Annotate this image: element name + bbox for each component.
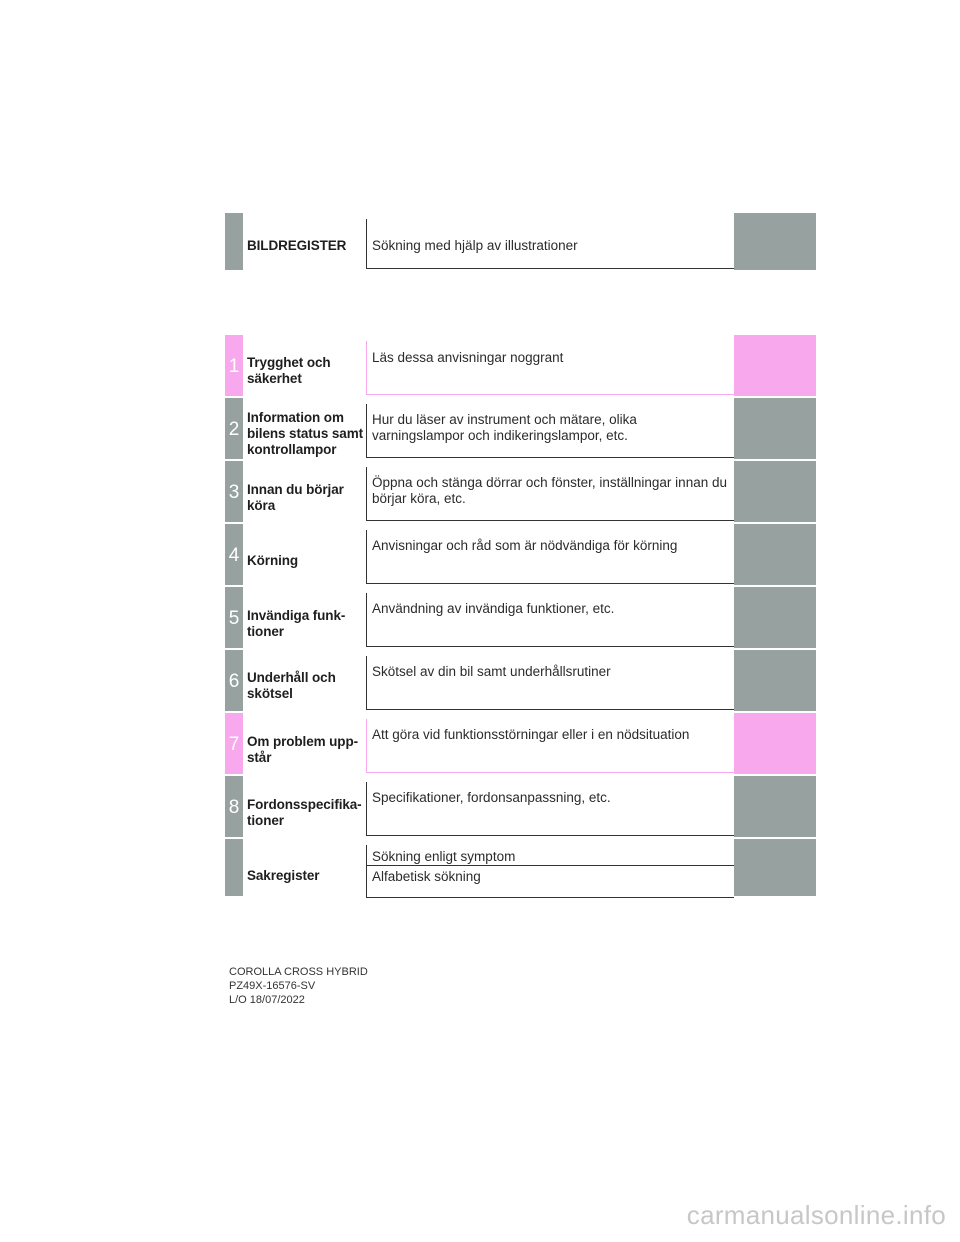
chapter-description[interactable]: Hur du läser av instrument och mätare, olika varningslampor och indikeringslampor, etc. bbox=[372, 412, 637, 443]
chapter-description[interactable]: Läs dessa anvisningar noggrant bbox=[372, 350, 564, 365]
chapter-divider bbox=[366, 719, 367, 772]
chapter-title[interactable]: Om problem upp-står bbox=[247, 734, 358, 765]
header-row bbox=[225, 213, 816, 270]
chapter-divider bbox=[366, 530, 367, 583]
chapter-divider bbox=[366, 341, 367, 394]
chapter-row-7[interactable] bbox=[225, 713, 816, 774]
chapter-tab-box[interactable] bbox=[734, 713, 816, 774]
footer-model: COROLLA CROSS HYBRID bbox=[229, 966, 368, 978]
chapter-number: 2 bbox=[228, 419, 240, 440]
chapter-row-1[interactable] bbox=[225, 335, 816, 396]
chapter-description[interactable]: Anvisningar och råd som är nödvändiga för körning bbox=[372, 538, 678, 553]
chapter-title[interactable]: Invändiga funk-tioner bbox=[247, 608, 346, 639]
chapter-number: 6 bbox=[228, 671, 240, 692]
chapter-underline bbox=[366, 583, 734, 584]
footer bbox=[229, 965, 368, 1007]
chapter-number: 1 bbox=[228, 356, 240, 377]
chapter-tab-box[interactable] bbox=[734, 776, 816, 837]
footer-date: L/O 18/07/2022 bbox=[229, 994, 305, 1006]
header-divider bbox=[366, 219, 367, 268]
chapter-underline bbox=[366, 709, 734, 710]
chapter-number: 3 bbox=[228, 482, 240, 503]
footer-code: PZ49X-16576-SV bbox=[229, 980, 316, 992]
chapter-tab-box[interactable] bbox=[734, 398, 816, 459]
index-item-alphabetical[interactable]: Alfabetisk sökning bbox=[372, 869, 481, 884]
index-strip bbox=[225, 839, 243, 896]
chapter-row-6[interactable] bbox=[225, 650, 816, 711]
header-description[interactable]: Sökning med hjälp av illustrationer bbox=[372, 238, 578, 253]
index-row[interactable] bbox=[225, 839, 816, 896]
header-strip bbox=[225, 213, 243, 270]
chapter-title[interactable]: Körning bbox=[247, 553, 299, 568]
chapter-description[interactable]: Öppna och stänga dörrar och fönster, inställningar innan du börjar köra, etc. bbox=[372, 475, 727, 506]
chapter-number: 5 bbox=[228, 608, 240, 629]
chapter-row-5[interactable] bbox=[225, 587, 816, 648]
chapter-tab-box[interactable] bbox=[734, 524, 816, 585]
chapter-row-4[interactable] bbox=[225, 524, 816, 585]
chapter-divider bbox=[366, 467, 367, 520]
chapter-row-2[interactable] bbox=[225, 398, 816, 459]
chapter-title[interactable]: Trygghet och säkerhet bbox=[247, 355, 331, 386]
chapter-number: 8 bbox=[228, 797, 240, 818]
chapter-tab-box[interactable] bbox=[734, 335, 816, 396]
chapter-divider bbox=[366, 593, 367, 646]
chapter-description[interactable]: Skötsel av din bil samt underhållsrutiner bbox=[372, 664, 611, 679]
chapter-divider bbox=[366, 404, 367, 457]
chapter-divider bbox=[366, 656, 367, 709]
chapter-title[interactable]: Information om bilens status samt kontrollampor bbox=[247, 410, 363, 457]
chapter-underline bbox=[366, 457, 734, 458]
chapter-divider bbox=[366, 782, 367, 835]
header-label: BILDREGISTER bbox=[247, 238, 347, 253]
chapter-underline bbox=[366, 520, 734, 521]
chapter-title[interactable]: Underhåll och skötsel bbox=[247, 670, 336, 701]
index-divider bbox=[366, 845, 367, 897]
chapter-number: 4 bbox=[228, 545, 240, 566]
index-title[interactable]: Sakregister bbox=[247, 868, 320, 883]
index-separator bbox=[367, 865, 735, 866]
chapter-underline bbox=[366, 772, 734, 773]
header-underline bbox=[366, 268, 734, 269]
chapter-tab-box[interactable] bbox=[734, 650, 816, 711]
chapter-row-8[interactable] bbox=[225, 776, 816, 837]
index-underline bbox=[366, 897, 734, 898]
chapter-description[interactable]: Användning av invändiga funktioner, etc. bbox=[372, 601, 615, 616]
watermark-text: carmanualsonline.info bbox=[686, 1200, 946, 1230]
chapter-title[interactable]: Innan du börjar köra bbox=[247, 482, 344, 513]
header-tab-box bbox=[734, 213, 816, 270]
chapter-description[interactable]: Specifikationer, fordonsanpassning, etc. bbox=[372, 790, 611, 805]
index-item-symptom[interactable]: Sökning enligt symptom bbox=[372, 849, 516, 864]
chapter-row-3[interactable] bbox=[225, 461, 816, 522]
chapter-underline bbox=[366, 835, 734, 836]
index-tab-box[interactable] bbox=[734, 839, 816, 896]
chapter-underline bbox=[366, 646, 734, 647]
chapter-title[interactable]: Fordonsspecifika-tioner bbox=[247, 797, 362, 828]
chapter-tab-box[interactable] bbox=[734, 461, 816, 522]
chapter-number: 7 bbox=[228, 734, 240, 755]
chapter-description[interactable]: Att göra vid funktionsstörningar eller i en nödsituation bbox=[372, 727, 690, 742]
chapter-underline bbox=[366, 394, 734, 395]
chapter-tab-box[interactable] bbox=[734, 587, 816, 648]
